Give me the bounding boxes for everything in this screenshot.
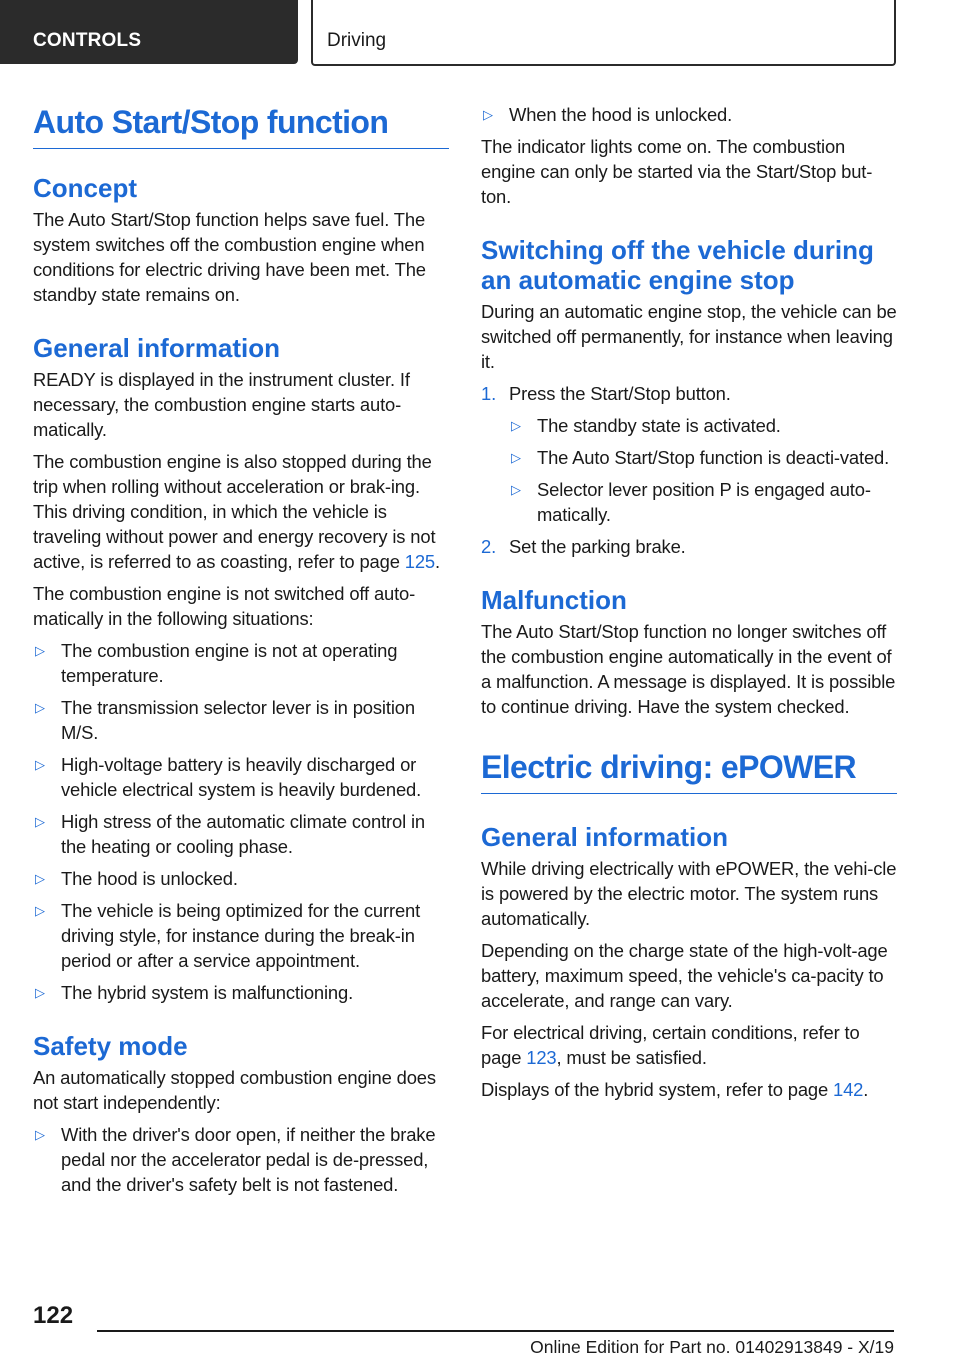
general-info-p2-text: The combustion engine is also stopped during the trip when rolling without acceleration or brak-ing. This driving condition, in which the vehicle is traveling without power and energy recovery is not active, is referred to as coasting, refer to page — [33, 451, 436, 572]
triangle-bullet-icon: ▷ — [35, 1127, 45, 1142]
list-item — [33, 898, 449, 973]
epower-p2: Depending on the charge state of the high-volt-age battery, maximum speed, the vehicle's ca-pacity to accelerate, and range can vary. — [481, 940, 888, 1011]
triangle-bullet-icon: ▷ — [35, 700, 45, 715]
list-item — [33, 638, 449, 688]
safety-list — [33, 1122, 449, 1197]
list-item-text: With the driver's door open, if neither the brake pedal nor the accelerator pedal is de-pressed, and the driver's safety belt is not fastened. — [61, 1124, 436, 1195]
left-column — [33, 100, 449, 1204]
triangle-bullet-icon: ▷ — [35, 903, 45, 918]
epower-p4-text: Displays of the hybrid system, refer to page — [481, 1079, 834, 1100]
situations-list — [33, 638, 449, 1005]
list-item-text: The Auto Start/Stop function is deacti-vated. — [537, 447, 890, 468]
general-info-p2-end: . — [434, 551, 440, 572]
list-item — [509, 477, 897, 527]
triangle-bullet-icon: ▷ — [35, 871, 45, 886]
page-link-125[interactable]: 125 — [404, 551, 435, 572]
triangle-bullet-icon: ▷ — [35, 985, 45, 1000]
step-number: 1. — [481, 383, 497, 404]
triangle-bullet-icon: ▷ — [511, 482, 521, 497]
list-item — [481, 102, 897, 127]
general-info-heading: General information — [33, 333, 281, 363]
list-item-text: The transmission selector lever is in position M/S. — [61, 697, 415, 743]
list-item — [33, 809, 449, 859]
triangle-bullet-icon: ▷ — [35, 643, 45, 658]
triangle-bullet-icon: ▷ — [511, 450, 521, 465]
footer-edition: Online Edition for Part no. 01402913849 - X/19 — [530, 1337, 894, 1357]
triangle-bullet-icon: ▷ — [511, 418, 521, 433]
step-text: Press the Start/Stop button. — [509, 383, 731, 404]
switching-off-steps — [481, 381, 897, 559]
list-item — [33, 980, 449, 1005]
header-section-tab — [0, 0, 298, 64]
page-link-123[interactable]: 123 — [526, 1047, 557, 1068]
list-item-text: The combustion engine is not at operating temperature. — [61, 640, 398, 686]
list-item-text: High stress of the automatic climate control in the heating or cooling phase. — [61, 811, 425, 857]
right-column — [481, 102, 897, 1109]
list-item-text: The hood is unlocked. — [61, 868, 238, 889]
epower-general-heading: General information — [481, 822, 729, 852]
safety-mode-heading: Safety mode — [33, 1031, 188, 1061]
general-info-p3: The combustion engine is not switched off auto-matically in the following situations: — [33, 583, 416, 629]
list-item-text: The hybrid system is malfunctioning. — [61, 982, 354, 1003]
safety-list-continued — [481, 102, 897, 127]
page-title: Auto Start/Stop function — [33, 100, 449, 149]
step-item — [481, 381, 897, 527]
list-item-text: The vehicle is being optimized for the current driving style, for instance during the break-in period or after a service appointment. — [61, 900, 421, 971]
step-item — [481, 534, 897, 559]
list-item — [509, 445, 897, 470]
step-sub-list — [509, 413, 897, 527]
footer-divider — [97, 1330, 894, 1332]
epower-p1: While driving electrically with ePOWER, the vehi-cle is powered by the electric motor. The system runs automatically. — [481, 858, 897, 929]
list-item — [33, 1122, 449, 1197]
list-item — [33, 752, 449, 802]
epower-p3 — [481, 1020, 897, 1070]
triangle-bullet-icon: ▷ — [483, 107, 493, 122]
header-chapter-label: Driving — [327, 30, 387, 51]
malfunction-text: The Auto Start/Stop function no longer switches off the combustion engine automatically in the event of a malfunction. A message is displayed. It is possible to continue driving. Have the system checked. — [481, 621, 896, 717]
list-item — [509, 413, 897, 438]
triangle-bullet-icon: ▷ — [35, 757, 45, 772]
concept-heading: Concept — [33, 173, 137, 203]
indicator-text: The indicator lights come on. The combustion engine can only be started via the Start/Stop but-ton. — [481, 136, 873, 207]
epower-title: Electric driving: ePOWER — [481, 745, 897, 794]
step-number: 2. — [481, 536, 497, 557]
switching-off-text: During an automatic engine stop, the vehicle can be switched off permanently, for instance when leaving it. — [481, 301, 897, 372]
general-info-p1: READY is displayed in the instrument cluster. If necessary, the combustion engine starts auto-matically. — [33, 369, 410, 440]
page-number: 122 — [33, 1302, 74, 1329]
switching-off-heading: Switching off the vehicle during an automatic engine stop — [481, 235, 874, 295]
epower-p3-text: For electrical driving, certain conditions, refer to page — [481, 1022, 860, 1068]
malfunction-heading: Malfunction — [481, 585, 627, 615]
epower-p4 — [481, 1077, 897, 1102]
list-item-text: The standby state is activated. — [537, 415, 781, 436]
list-item-text: High-voltage battery is heavily discharged or vehicle electrical system is heavily burdened. — [61, 754, 422, 800]
list-item — [33, 866, 449, 891]
list-item-text: When the hood is unlocked. — [509, 104, 733, 125]
triangle-bullet-icon: ▷ — [35, 814, 45, 829]
safety-mode-text: An automatically stopped combustion engine does not start independently: — [33, 1067, 436, 1113]
step-text: Set the parking brake. — [509, 536, 686, 557]
list-item-text: Selector lever position P is engaged auto-matically. — [537, 479, 871, 525]
page-link-142[interactable]: 142 — [833, 1079, 864, 1100]
header-section-label: CONTROLS — [33, 30, 142, 51]
general-info-p2 — [33, 449, 449, 574]
header-chapter-tab — [311, 0, 896, 66]
epower-p3-end: , must be satisfied. — [556, 1047, 707, 1068]
list-item — [33, 695, 449, 745]
concept-text: The Auto Start/Stop function helps save fuel. The system switches off the combustion engine when conditions for electric driving have been met. The standby state remains on. — [33, 209, 426, 305]
epower-p4-end: . — [863, 1079, 869, 1100]
